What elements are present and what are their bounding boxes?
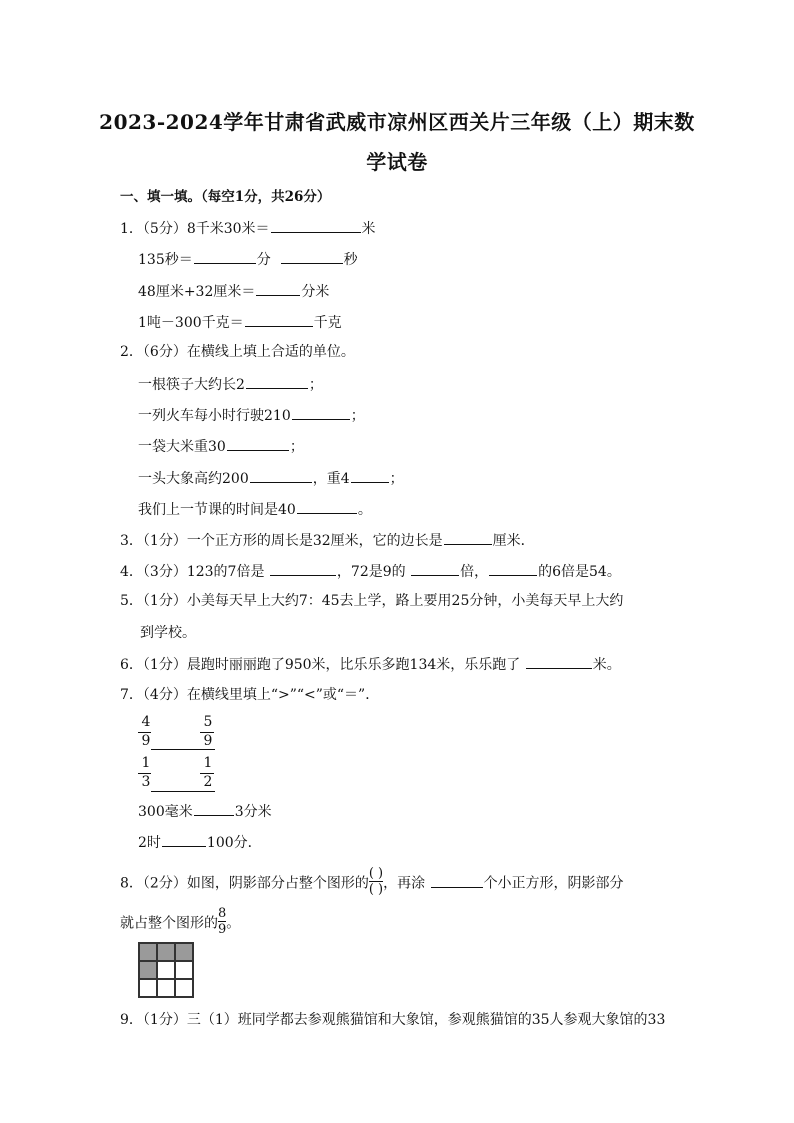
question-1-line4 (138, 312, 342, 332)
q1-l2-text: 135秒＝ (138, 252, 193, 268)
answer-blank[interactable] (256, 281, 300, 296)
fraction-numerator: 5 (203, 714, 213, 730)
q5-text2: 到学校。 (140, 625, 196, 641)
answer-blank[interactable] (270, 561, 336, 576)
q2-l3-punct: ； (289, 439, 304, 455)
answer-blank[interactable] (444, 530, 492, 545)
grid-cell (139, 979, 157, 997)
q6-text: 6．（1分）晨跑时丽丽跑了950米，比乐乐多跑134米，乐乐跑了 (120, 657, 521, 673)
grid-cell-shaded (175, 943, 193, 961)
q7-l3-text2: 3分米 (234, 804, 272, 820)
question-1-line3 (138, 281, 329, 301)
q7-l4-text: 2时 (138, 835, 161, 851)
answer-blank[interactable] (297, 499, 357, 514)
q1-l4-unit: 千克 (313, 315, 342, 331)
fraction-paren-top: ( ) (368, 866, 384, 881)
answer-blank[interactable] (351, 468, 389, 483)
q7-l4-text2: 100分． (206, 835, 262, 851)
q1-l2-unit: 分 (256, 252, 271, 268)
q8-text2: ，再涂 (383, 875, 426, 892)
answer-blank[interactable] (194, 801, 234, 816)
question-3 (120, 530, 535, 550)
q1-l4-text: 1吨－300千克＝ (138, 315, 244, 331)
grid-cell-shaded (157, 943, 175, 961)
answer-blank[interactable] (411, 561, 459, 576)
answer-blank[interactable] (245, 312, 313, 327)
answer-blank[interactable] (281, 249, 343, 264)
answer-blank[interactable] (271, 218, 361, 233)
question-9: 9．（1分）三（1）班同学都去参观熊猫馆和大象馆，参观熊猫馆的35人参观大象馆的33 (120, 1012, 666, 1028)
answer-blank[interactable] (246, 374, 308, 389)
fraction-denominator: 9 (218, 922, 227, 937)
q2-l4-text2: ，重4 (312, 471, 350, 487)
q6-unit: 米。 (592, 657, 621, 673)
answer-blank[interactable] (526, 654, 592, 669)
shaded-grid-figure (138, 942, 194, 998)
grid-cell (157, 961, 175, 979)
q4-text: 4．（3分）123的7倍是 (120, 564, 265, 580)
answer-blank[interactable] (227, 436, 289, 451)
q2-l2-punct: ； (350, 408, 365, 424)
grid-cell (175, 961, 193, 979)
question-2: 2．（6分）在横线上填上合适的单位。 (120, 344, 355, 360)
fraction-8-9 (218, 906, 226, 937)
question-1 (120, 218, 376, 238)
q2-l1-punct: ； (308, 377, 323, 393)
compare-blank[interactable] (151, 749, 215, 750)
q1-l3-text: 48厘米+32厘米＝ (138, 284, 256, 300)
q1-unit: 米 (361, 221, 376, 237)
fraction-denominator: 9 (141, 733, 151, 749)
fraction-denominator: 9 (203, 733, 213, 749)
q4-text2: ，72是9的 (336, 564, 406, 580)
question-7-line3 (138, 801, 272, 821)
question-7: 7．（4分）在横线里填上“>”“<”或“＝”． (120, 687, 380, 703)
compare-blank[interactable] (151, 791, 215, 792)
answer-fraction[interactable] (369, 866, 383, 897)
q3-unit: 厘米． (492, 533, 535, 549)
question-4 (120, 561, 621, 581)
grid-cell-shaded (139, 943, 157, 961)
q1-l2-unit2: 秒 (343, 252, 358, 268)
question-2-line4 (138, 468, 404, 488)
q2-l4-text: 一头大象高约200 (138, 471, 249, 487)
fraction-numerator: 1 (141, 755, 151, 771)
q8-text: 8．（2分）如图，阴影部分占整个图形的 (120, 875, 369, 892)
q8-l2-punct: 。 (226, 915, 241, 932)
fraction-numerator: 1 (203, 755, 213, 771)
q7-l3-text: 300毫米 (138, 804, 193, 820)
q2-l4-punct: ； (389, 471, 404, 487)
fraction-denominator: 2 (203, 774, 213, 790)
fraction-numerator: 4 (141, 714, 151, 730)
question-5-line2 (138, 623, 196, 642)
exam-title-line1: 2023-2024学年甘肃省武威市凉州区西关片三年级（上）期末数 (99, 110, 695, 134)
question-7-line4 (138, 832, 262, 852)
q8-l2-text: 就占整个图形的 (120, 915, 218, 932)
question-2-line1 (138, 374, 323, 394)
question-2-line3 (138, 436, 304, 456)
question-8-line2 (120, 908, 240, 939)
q2-l1-text: 一根筷子大约长2 (138, 377, 245, 393)
question-1-line2 (138, 249, 358, 269)
q2-l2-text: 一列火车每小时行驶210 (138, 408, 291, 424)
q2-l5-punct: 。 (357, 502, 372, 518)
q2-l5-text: 我们上一节课的时间是40 (138, 502, 296, 518)
fraction-paren-bottom: ( ) (368, 882, 384, 897)
answer-blank[interactable] (250, 468, 312, 483)
grid-cell (157, 979, 175, 997)
q8-text3: 个小正方形，阴影部分 (483, 875, 624, 892)
exam-title-line2: 学试卷 (366, 150, 428, 174)
q4-text4: 的6倍是54。 (538, 564, 621, 580)
q1-l3-unit: 分米 (301, 284, 330, 300)
q1-text: 1．（5分）8千米30米＝ (120, 221, 270, 237)
q3-text: 3．（1分）一个正方形的周长是32厘米，它的边长是 (120, 533, 443, 549)
fraction-denominator: 3 (141, 774, 151, 790)
section-heading: 一、填一填。（每空1分，共26分） (120, 189, 331, 205)
question-5: 5．（1分）小美每天早上大约7：45去上学，路上要用25分钟，小美每天早上大约 (120, 593, 624, 609)
grid-cell-shaded (139, 961, 157, 979)
question-2-line5 (138, 499, 372, 519)
answer-blank[interactable] (292, 405, 350, 420)
question-6 (120, 654, 621, 674)
q2-l3-text: 一袋大米重30 (138, 439, 226, 455)
grid-cell (175, 979, 193, 997)
answer-blank[interactable] (489, 561, 537, 576)
answer-blank[interactable] (162, 832, 206, 847)
answer-blank[interactable] (431, 873, 483, 888)
question-2-line2 (138, 405, 365, 425)
answer-blank[interactable] (194, 249, 256, 264)
q4-text3: 倍， (460, 564, 489, 580)
fraction-numerator: 8 (218, 906, 227, 921)
question-8 (120, 868, 624, 899)
